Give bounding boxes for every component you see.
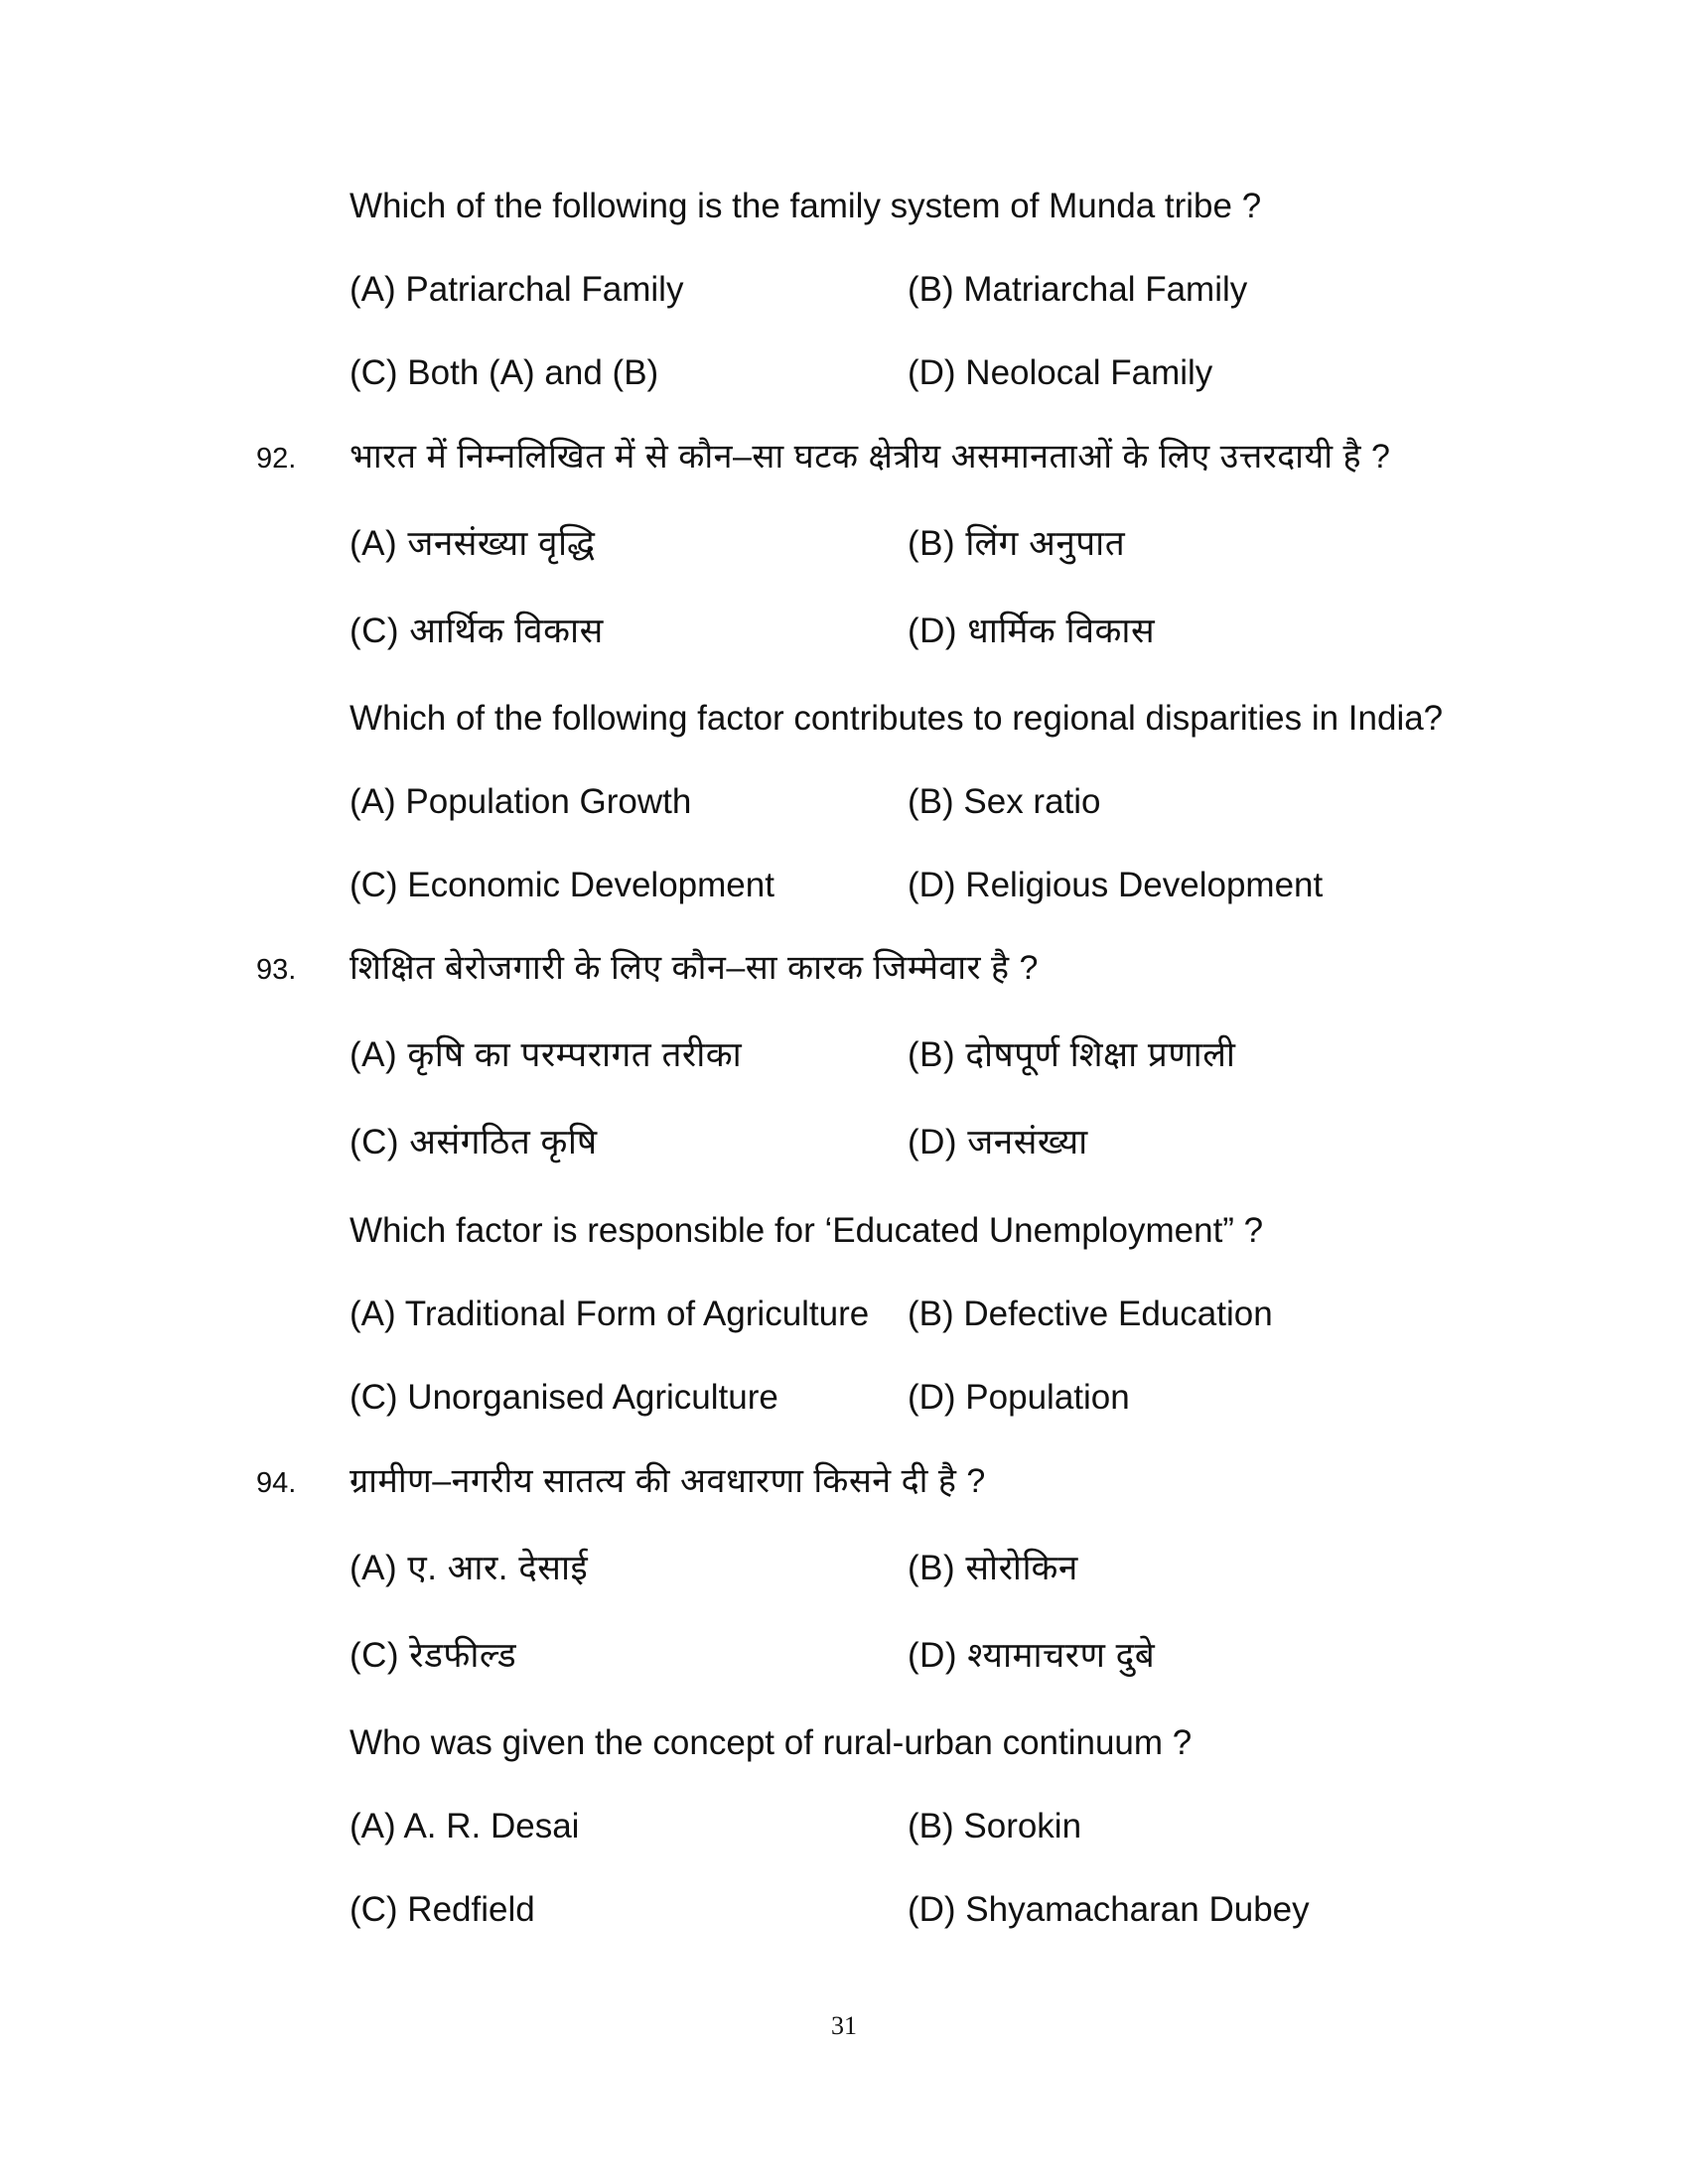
option-d: (D) जनसंख्या bbox=[908, 1123, 1088, 1161]
question-number: 93. bbox=[256, 954, 297, 986]
option-d: (D) Religious Development bbox=[908, 866, 1324, 904]
option-d: (D) धार्मिक विकास bbox=[908, 612, 1156, 650]
option-a: (A) ए. आर. देसाई bbox=[350, 1549, 589, 1587]
question-number: 92. bbox=[256, 443, 297, 475]
option-c: (C) Economic Development bbox=[350, 866, 774, 904]
option-d: (D) Population bbox=[908, 1378, 1130, 1417]
option-row bbox=[0, 1634, 1688, 1684]
option-row bbox=[0, 1888, 1688, 1938]
option-row bbox=[0, 268, 1688, 318]
option-a: (A) Patriarchal Family bbox=[350, 270, 684, 309]
option-row bbox=[0, 1293, 1688, 1342]
option-c: (C) Unorganised Agriculture bbox=[350, 1378, 778, 1417]
question-text: शिक्षित बेरोजगारी के लिए कौन–सा कारक जिम्मेवार है ? bbox=[350, 949, 1039, 987]
option-d: (D) श्यामाचरण दुबे bbox=[908, 1636, 1156, 1675]
option-a: (A) Traditional Form of Agriculture bbox=[350, 1295, 870, 1333]
question-text: Which of the following is the family system of Munda tribe ? bbox=[350, 187, 1262, 225]
option-row bbox=[0, 864, 1688, 913]
question-text: Which factor is responsible for ‘Educated Unemployment” ? bbox=[350, 1211, 1264, 1250]
option-c: (C) Both (A) and (B) bbox=[350, 353, 659, 392]
option-b: (B) Sorokin bbox=[908, 1807, 1082, 1845]
option-b: (B) सोरोकिन bbox=[908, 1549, 1078, 1587]
option-row bbox=[0, 522, 1688, 572]
option-row bbox=[0, 780, 1688, 830]
question-text: Who was given the concept of rural-urban continuum ? bbox=[350, 1723, 1193, 1762]
option-row bbox=[0, 1547, 1688, 1596]
question-number: 94. bbox=[256, 1467, 297, 1499]
option-b: (B) दोषपूर्ण शिक्षा प्रणाली bbox=[908, 1035, 1236, 1074]
question-text: ग्रामीण–नगरीय सातत्य की अवधारणा किसने दी है ? bbox=[350, 1462, 986, 1500]
option-d: (D) Shyamacharan Dubey bbox=[908, 1890, 1310, 1929]
option-c: (C) असंगठित कृषि bbox=[350, 1123, 598, 1161]
question-text: भारत में निम्नलिखित में से कौन–सा घटक क्षेत्रीय असमानताओं के लिए उत्तरदायी है ? bbox=[350, 438, 1391, 476]
option-c: (C) Redfield bbox=[350, 1890, 535, 1929]
question-text: Which of the following factor contributes to regional disparities in India? bbox=[350, 699, 1444, 738]
option-b: (B) लिंग अनुपात bbox=[908, 524, 1126, 563]
option-b: (B) Matriarchal Family bbox=[908, 270, 1248, 309]
option-b: (B) Sex ratio bbox=[908, 782, 1101, 821]
option-row bbox=[0, 351, 1688, 401]
option-b: (B) Defective Education bbox=[908, 1295, 1273, 1333]
option-row bbox=[0, 1376, 1688, 1426]
option-a: (A) A. R. Desai bbox=[350, 1807, 580, 1845]
option-row bbox=[0, 1033, 1688, 1083]
option-a: (A) कृषि का परम्परागत तरीका bbox=[350, 1035, 743, 1074]
option-a: (A) Population Growth bbox=[350, 782, 692, 821]
option-c: (C) रेडफील्ड bbox=[350, 1636, 517, 1675]
option-d: (D) Neolocal Family bbox=[908, 353, 1213, 392]
option-c: (C) आर्थिक विकास bbox=[350, 612, 604, 650]
option-a: (A) जनसंख्या वृद्धि bbox=[350, 524, 596, 563]
page-number: 31 bbox=[831, 2011, 857, 2040]
option-row bbox=[0, 610, 1688, 659]
option-row bbox=[0, 1805, 1688, 1854]
option-row bbox=[0, 1121, 1688, 1170]
